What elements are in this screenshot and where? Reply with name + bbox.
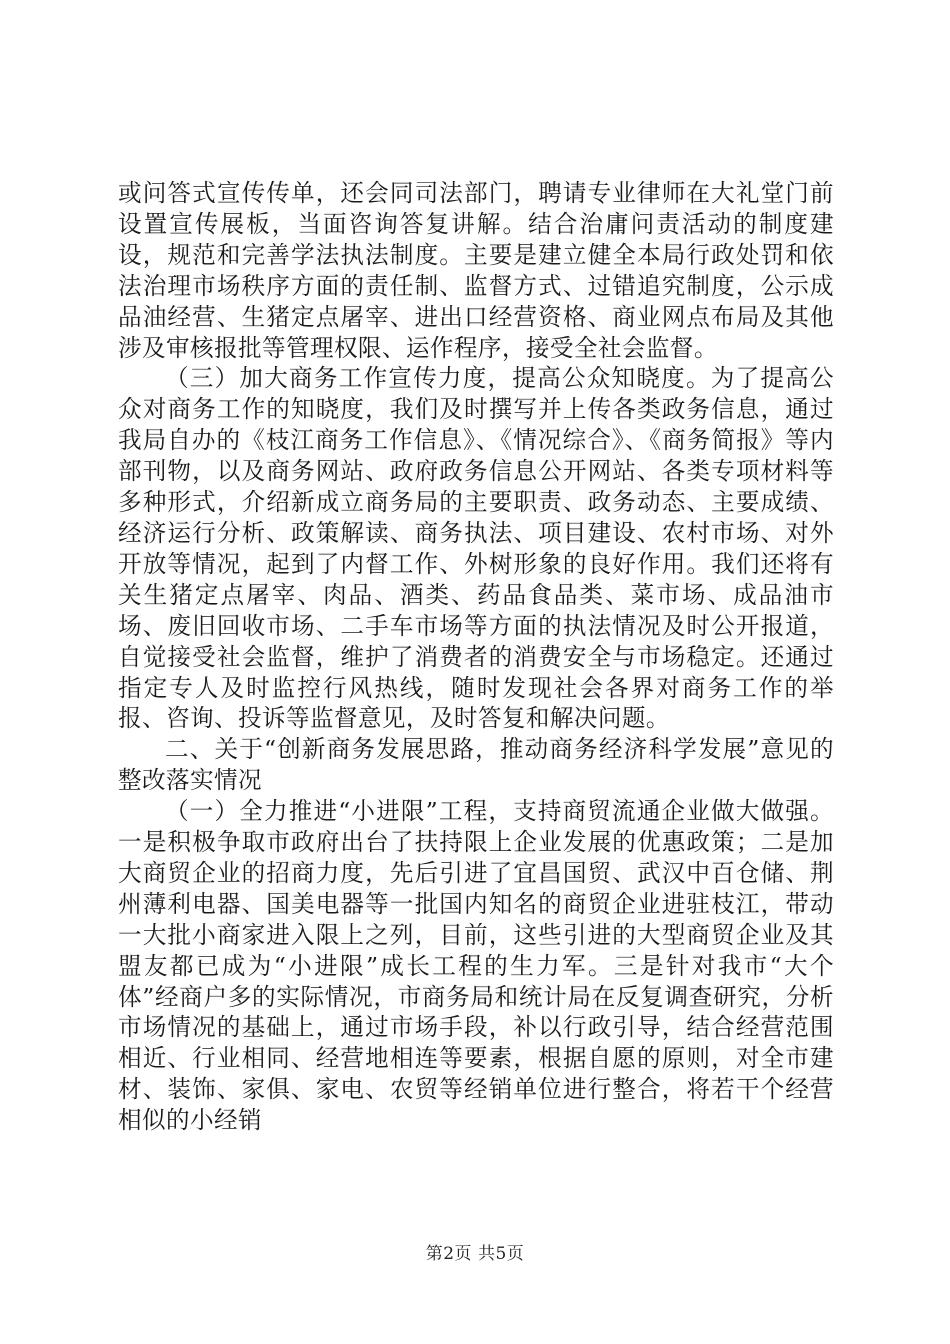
paragraph-1: 或问答式宣传传单，还会同司法部门，聘请专业律师在大礼堂门前设置宣传展板，当面咨询答复讲解。结合治庸问责活动的制度建设，规范和完善学法执法制度。主要是建立健全本局行政处罚和依法治理市场秩序方面的责任制、监督方式、过错追究制度，公示成品油经营、生猪定点屠宰、进出口经营资格、商业网点布局及其他涉及审核报批等管理权限、运作程序，接受全社会监督。 xyxy=(118,179,834,362)
page-number-footer: 第2页 共5页 xyxy=(425,1244,525,1264)
document-body xyxy=(118,178,834,1136)
section-heading: 二、关于“创新商务发展思路，推动商务经济科学发展”意见的整改落实情况 xyxy=(118,735,834,795)
paragraph-2: （三）加大商务工作宣传力度，提高公众知晓度。为了提高公众对商务工作的知晓度，我们及时撰写并上传各类政务信息，通过我局自办的《枝江商务工作信息》、《情况综合》、《商务简报》等内部刊物，以及商务网站、政府政务信息公开网站、各类专项材料等多种形式，介绍新成立商务局的主要职责、政务动态、主要成绩、经济运行分析、政策解读、商务执法、项目建设、农村市场、对外开放等情况，起到了内督工作、外树形象的良好作用。我们还将有关生猪定点屠宰、肉品、酒类、药品食品类、菜市场、成品油市场、废旧回收市场、二手车市场等方面的执法情况及时公开报道，自觉接受社会监督，维护了消费者的消费安全与市场稳定。还通过指定专人及时监控行风热线，随时发现社会各界对商务工作的举报、咨询、投诉等监督意见，及时答复和解决问题。 xyxy=(118,364,834,733)
paragraph-3: （一）全力推进“小进限”工程，支持商贸流通企业做大做强。一是积极争取市政府出台了扶持限上企业发展的优惠政策；二是加大商贸企业的招商力度，先后引进了宜昌国贸、武汉中百仓储、荆州薄利电器、国美电器等一批国内知名的商贸企业进驻枝江，带动一大批小商家进入限上之列，目前，这些引进的大型商贸企业及其盟友都已成为“小进限”成长工程的生力军。三是针对我市“大个体”经商户多的实际情况，市商务局和统计局在反复调查研究，分析市场情况的基础上，通过市场手段，补以行政引导，结合经营范围相近、行业相同、经营地相连等要素，根据自愿的原则，对全市建材、装饰、家俱、家电、农贸等经销单位进行整合，将若干个经营相似的小经销 xyxy=(118,797,834,1135)
